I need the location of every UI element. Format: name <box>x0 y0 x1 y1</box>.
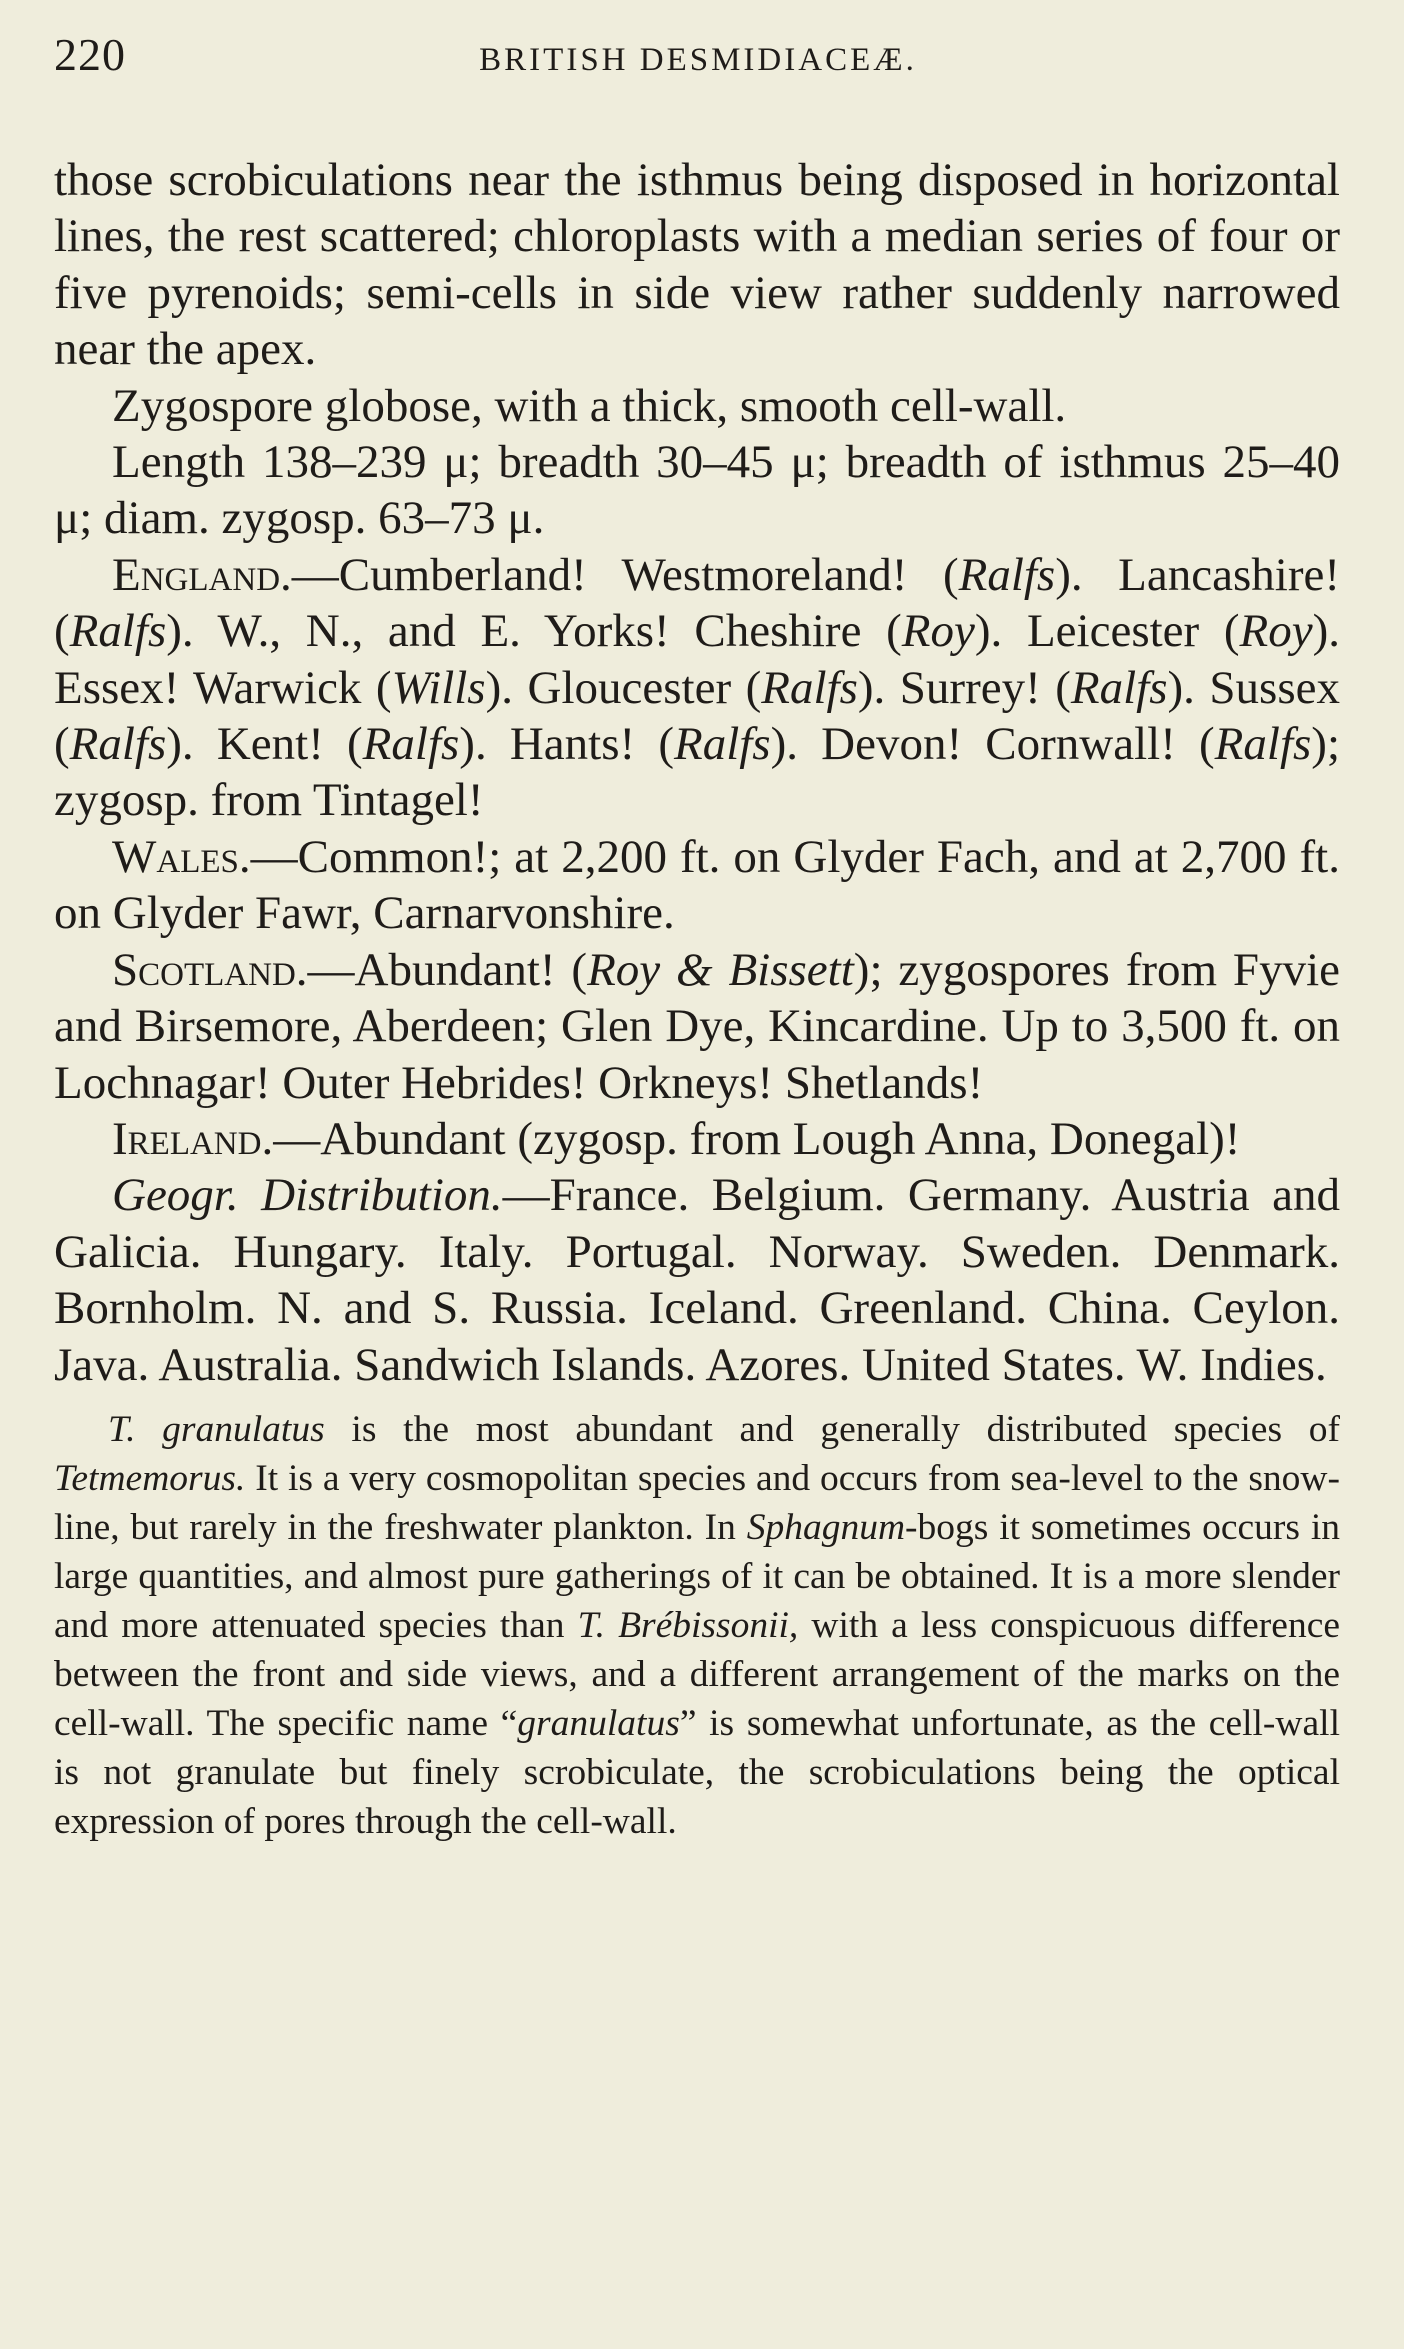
authority: Roy <box>901 605 975 658</box>
wales-paragraph <box>54 829 1340 942</box>
england-text: ). Leicester ( <box>974 605 1240 658</box>
region-label-england: England. <box>112 548 292 601</box>
geographic-distribution-paragraph <box>54 1167 1340 1393</box>
remarks-paragraph <box>54 1405 1340 1846</box>
region-label-scotland: Scotland. <box>112 943 308 996</box>
england-paragraph <box>54 547 1340 829</box>
england-text: ); zygosp. from Tintagel! <box>54 718 1341 827</box>
geographic-distribution-text: —France. Belgium. Germany. Austria and Galicia. Hungary. Italy. Portugal. Norway. Sweden. Denmark. Bornholm. N. and S. Russia. Iceland. Greenland. China. Ceylon. Java. Australia. Sandwich Islands. Azores. United States. W. Indies. <box>54 1169 1340 1391</box>
england-text: ). Surrey! ( <box>857 661 1071 714</box>
england-text: ). Kent! ( <box>166 718 363 771</box>
scotland-paragraph <box>54 942 1340 1111</box>
authority: Ralfs <box>958 548 1056 601</box>
running-head: BRITISH DESMIDIACEÆ. <box>479 42 917 78</box>
authority: Roy & Bissett <box>587 943 854 996</box>
authority: Ralfs <box>761 661 858 714</box>
measurements-paragraph: Length 138–239 μ; breadth 30–45 μ; breadth of isthmus 25–40 μ; diam. zygosp. 63–73 μ. <box>54 436 1340 545</box>
authority: Ralfs <box>362 718 460 771</box>
authority: Wills <box>391 661 486 714</box>
geographic-distribution-label: Geogr. Distribution. <box>112 1169 503 1222</box>
scotland-text: —Abundant! ( <box>307 943 588 996</box>
authority: Ralfs <box>1070 661 1168 714</box>
authority: Ralfs <box>69 605 167 658</box>
scotland-text: ); zygospores from Fyvie and Birsemore, Aberdeen; Glen Dye, Kincardine. Up to 3,500 ft. on Lochnagar! Outer Hebrides! Orkneys! Shetlands! <box>54 943 1340 1109</box>
taxon-name: Tetmemorus. <box>54 1457 246 1499</box>
england-text: ). Devon! Cornwall! ( <box>770 718 1215 771</box>
authority: Ralfs <box>1214 718 1312 771</box>
authority: Ralfs <box>69 718 167 771</box>
species-description <box>54 152 1340 1393</box>
england-text: ). Essex! Warwick ( <box>54 605 1341 714</box>
taxon-name: T. Brébissonii, <box>577 1604 799 1646</box>
remarks-text: -bogs it sometimes occurs in large quantities, and almost pure gatherings of it can be obtained. It is a more slender and more attenuated species than <box>54 1506 1340 1646</box>
remarks-text: It is a very cosmopolitan species and occurs from sea-level to the snow-line, but rarely in the freshwater plankton. In <box>54 1457 1340 1548</box>
taxon-name: Sphagnum <box>746 1506 906 1548</box>
zygospore-paragraph: Zygospore globose, with a thick, smooth cell-wall. <box>112 379 1067 432</box>
page-header <box>54 28 1340 98</box>
region-label-ireland: Ireland. <box>112 1112 274 1165</box>
england-text: ). Sussex ( <box>54 661 1340 771</box>
ireland-paragraph <box>54 1111 1340 1167</box>
authority: Ralfs <box>673 718 771 771</box>
england-text: —Cumberland! Westmoreland! ( <box>291 548 959 601</box>
remarks-text: with a less conspicuous difference between the front and side views, and a different arrangement of the marks on the cell-wall. The specific name “ <box>54 1604 1340 1744</box>
england-text: ). Lancashire! ( <box>54 548 1340 658</box>
ireland-text: —Abundant (zygosp. from Lough Anna, Donegal)! <box>273 1112 1241 1165</box>
england-text: ). W., N., and E. Yorks! Cheshire ( <box>166 605 902 658</box>
region-label-wales: Wales. <box>112 830 251 883</box>
remarks-text: ” is somewhat unfortunate, as the cell-wall is not granulate but finely scrobiculate, the scrobiculations being the optical expression of pores through the cell-wall. <box>54 1702 1340 1842</box>
page-number: 220 <box>54 29 126 80</box>
authority: Roy <box>1239 605 1313 658</box>
remarks-text: is the most abundant and generally distributed species of <box>324 1408 1340 1450</box>
taxon-name: granulatus <box>517 1702 680 1744</box>
taxon-name: T. granulatus <box>108 1408 325 1450</box>
england-text: ). Hants! ( <box>459 718 674 771</box>
england-text: ). Gloucester ( <box>485 661 762 714</box>
wales-text: —Common!; at 2,200 ft. on Glyder Fach, and at 2,700 ft. on Glyder Fawr, Carnarvonshire. <box>54 830 1340 940</box>
description-continuation: those scrobiculations near the isthmus being disposed in horizontal lines, the rest scattered; chloroplasts with a median series of four or five pyrenoids; semi-cells in side view rather suddenly narrowed near the apex. <box>54 154 1340 376</box>
